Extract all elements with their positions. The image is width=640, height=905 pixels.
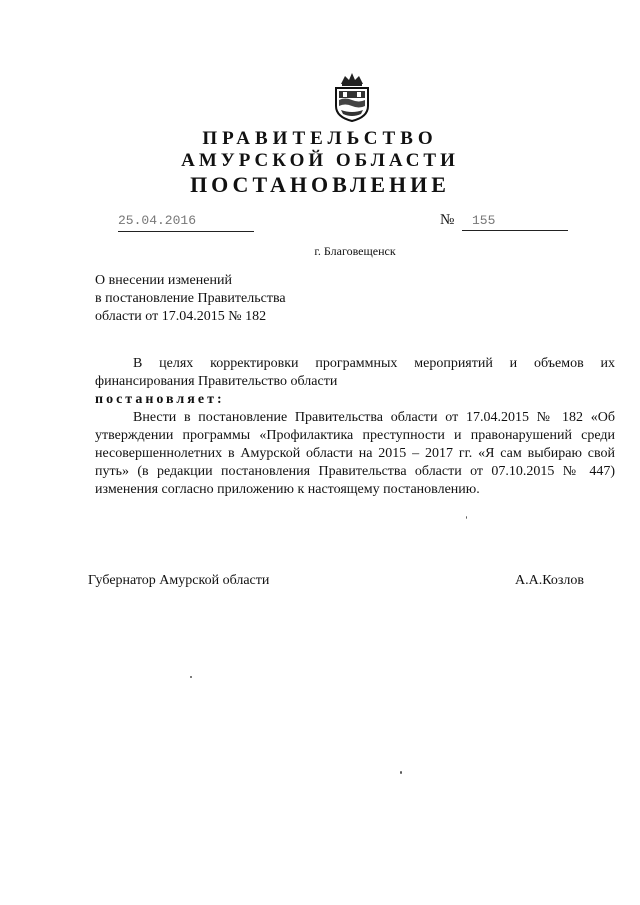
- subject-line: области от 17.04.2015 № 182: [95, 309, 267, 324]
- coat-of-arms-emblem: [333, 70, 371, 122]
- scan-speck: [466, 516, 467, 519]
- document-type-title: ПОСТАНОВЛЕНИЕ: [190, 172, 450, 197]
- org-name-line2: АМУРСКОЙ ОБЛАСТИ: [181, 150, 459, 171]
- preamble-paragraph: В целях корректировки программных мероприятий и объемов их финансирования Правительство области: [95, 356, 615, 389]
- document-date: 25.04.2016: [118, 213, 254, 232]
- subject-line: в постановление Правительства: [95, 291, 286, 306]
- org-name-line1: ПРАВИТЕЛЬСТВО: [202, 128, 438, 149]
- decree-word: постановляет:: [95, 392, 225, 407]
- document-number: 155: [462, 213, 568, 231]
- document-body: [95, 355, 615, 499]
- subject-line: О внесении изменений: [95, 273, 232, 288]
- scan-speck: [190, 676, 192, 678]
- main-paragraph: Внести в постановление Правительства области от 17.04.2015 № 182 «Об утверждении программы «Профилактика преступности и правонарушений среди несовершеннолетних в Амурской области на 2015 – 2017 гг. «Я сам выбираю свой путь» (в редакции постановления Правительства области от 07.10.2015 № 447) изменения согласно приложению к настоящему постановлению.: [95, 410, 615, 497]
- scan-speck: [400, 771, 402, 774]
- city-label: г. Благовещенск: [314, 244, 396, 258]
- signatory-name: А.А.Козлов: [515, 573, 584, 588]
- signatory-position: Губернатор Амурской области: [88, 573, 270, 588]
- number-label: №: [440, 212, 455, 228]
- document-subject: [95, 272, 355, 326]
